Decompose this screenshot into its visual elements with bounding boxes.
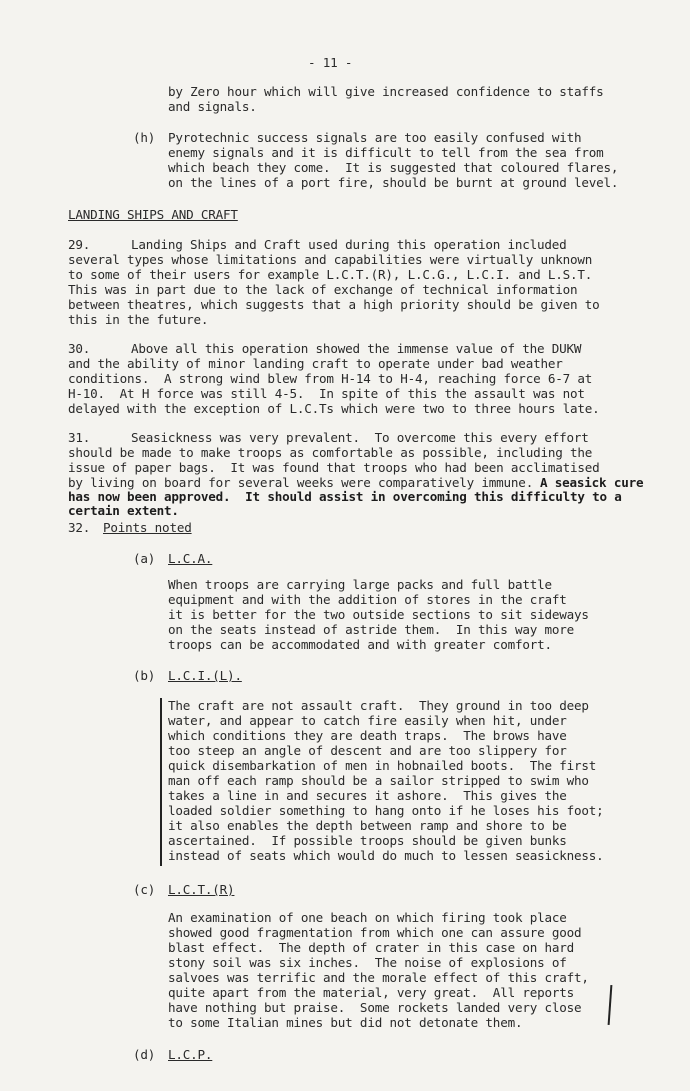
item-c-line: to some Italian mines but did not detonate them.	[168, 1015, 523, 1030]
item-b-line: water, and appear to catch fire easily when hit, under	[168, 713, 567, 728]
item-a-line: on the seats instead of astride them. In this way more	[168, 622, 575, 637]
item-b-line: instead of seats which would do much to lessen seasickness.	[168, 848, 604, 863]
item-h-label: (h)	[133, 130, 156, 145]
item-b-label: (b)	[133, 668, 156, 683]
para-29-line: to some of their users for example L.C.T.(R), L.C.G., L.C.I. and L.S.T.	[68, 267, 593, 282]
para-29-line: several types whose limitations and capabilities were virtually unknown	[68, 252, 593, 267]
intro-line: and signals.	[168, 99, 257, 114]
margin-line	[160, 698, 162, 866]
para-29-line: This was in part due to the lack of exchange of technical information	[68, 282, 578, 297]
margin-mark	[608, 985, 613, 1025]
item-b-title: L.C.I.(L).	[168, 668, 242, 683]
item-c-line: showed good fragmentation from which one can assure good	[168, 925, 582, 940]
para-31-line: by living on board for several weeks were comparatively immune.	[68, 475, 534, 490]
para-31-line: should be made to make troops as comfortable as possible, including the	[68, 445, 593, 460]
para-32-heading: Points noted	[103, 520, 192, 535]
para-29-line: between theatres, which suggests that a high priority should be given to	[68, 297, 600, 312]
para-30-line: Above all this operation showed the immense value of the DUKW	[131, 341, 582, 356]
item-c-line: stony soil was six inches. The noise of explosions of	[168, 955, 567, 970]
item-b-line: it also enables the depth between ramp and shore to be	[168, 818, 567, 833]
item-c-line: An examination of one beach on which firing took place	[168, 910, 567, 925]
para-31-addition: A seasick cure	[540, 475, 644, 490]
para-31-addition: certain extent.	[68, 503, 179, 518]
item-b-line: takes a line in and secures it ashore. This gives the	[168, 788, 567, 803]
item-a-line: equipment and with the addition of stores in the craft	[168, 592, 567, 607]
item-b-line: The craft are not assault craft. They ground in too deep	[168, 698, 589, 713]
item-d-title: L.C.P.	[168, 1047, 213, 1062]
item-b-line: man off each ramp should be a sailor stripped to swim who	[168, 773, 589, 788]
item-b-line: which conditions they are death traps. The brows have	[168, 728, 567, 743]
item-a-line: it is better for the two outside sections to sit sideways	[168, 607, 589, 622]
para-31-addition: has now been approved. It should assist in overcoming this difficulty to a	[68, 489, 622, 504]
item-c-line: salvoes was terrific and the morale effect of this craft,	[168, 970, 589, 985]
para-31-line: Seasickness was very prevalent. To overcome this every effort	[131, 430, 589, 445]
item-d-label: (d)	[133, 1047, 156, 1062]
item-h-line: which beach they come. It is suggested that coloured flares,	[168, 160, 619, 175]
para-30-line: conditions. A strong wind blew from H-14 to H-4, reaching force 6-7 at	[68, 371, 593, 386]
para-30-line: H-10. At H force was still 4-5. In spite of this the assault was not	[68, 386, 585, 401]
item-c-title: L.C.T.(R)	[168, 882, 235, 897]
item-a-title: L.C.A.	[168, 551, 213, 566]
para-29-line: Landing Ships and Craft used during this operation included	[131, 237, 567, 252]
item-a-line: When troops are carrying large packs and full battle	[168, 577, 552, 592]
para-29-line: this in the future.	[68, 312, 209, 327]
para-30-line: delayed with the exception of L.C.Ts which were two to three hours late.	[68, 401, 600, 416]
para-30-number: 30.	[68, 341, 91, 356]
intro-line: by Zero hour which will give increased confidence to staffs	[168, 84, 604, 99]
item-h-line: Pyrotechnic success signals are too easily confused with	[168, 130, 582, 145]
item-c-line: quite apart from the material, very great. All reports	[168, 985, 575, 1000]
item-h-line: on the lines of a port fire, should be burnt at ground level.	[168, 175, 619, 190]
section-heading: LANDING SHIPS AND CRAFT	[68, 207, 238, 222]
para-31-number: 31.	[68, 430, 91, 445]
para-30-line: and the ability of minor landing craft to operate under bad weather	[68, 356, 563, 371]
item-c-label: (c)	[133, 882, 156, 897]
para-31-line: issue of paper bags. It was found that troops who had been acclimatised	[68, 460, 600, 475]
page-number: - 11 -	[308, 55, 353, 70]
item-a-label: (a)	[133, 551, 156, 566]
item-b-line: loaded soldier something to hang onto if he loses his foot;	[168, 803, 604, 818]
para-32-number: 32.	[68, 520, 91, 535]
para-29-number: 29.	[68, 237, 91, 252]
item-b-line: quick disembarkation of men in hobnailed boots. The first	[168, 758, 597, 773]
item-b-line: too steep an angle of descent and are too slippery for	[168, 743, 567, 758]
item-b-line: ascertained. If possible troops should be given bunks	[168, 833, 567, 848]
item-h-line: enemy signals and it is difficult to tell from the sea from	[168, 145, 604, 160]
item-c-line: have nothing but praise. Some rockets landed very close	[168, 1000, 582, 1015]
item-a-line: troops can be accommodated and with greater comfort.	[168, 637, 552, 652]
item-c-line: blast effect. The depth of crater in this case on hard	[168, 940, 575, 955]
